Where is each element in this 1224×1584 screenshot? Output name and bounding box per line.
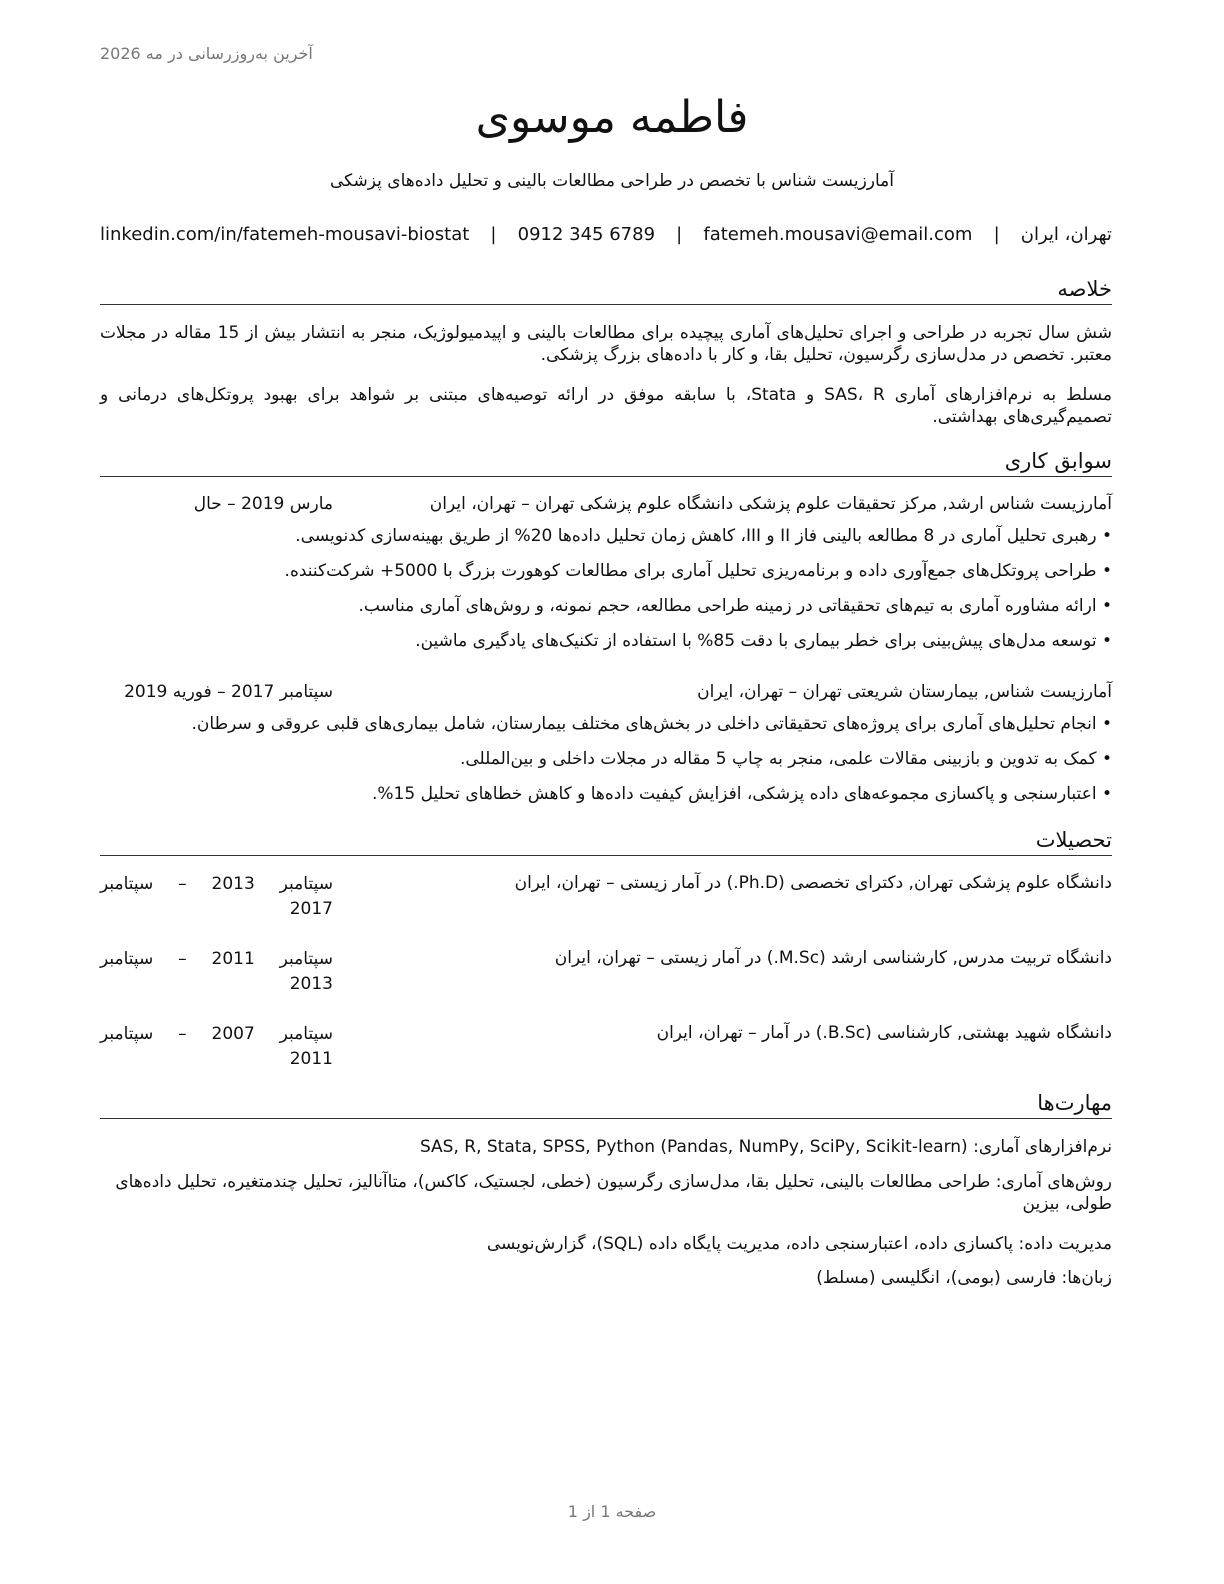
contact-separator: | (490, 224, 497, 245)
job-bullet: • توسعه مدل‌های پیش‌بینی برای خطر بیماری با دقت 85% با استفاده از تکنیک‌های یادگیری ماشین. (415, 631, 1112, 651)
professional-subtitle: آمارزیست شناس با تخصص در طراحی مطالعات بالینی و تحلیل داده‌های پزشکی (329, 171, 895, 191)
contact-separator: | (676, 224, 683, 245)
contact-separator: | (993, 224, 1000, 245)
education-entry-date: سپتامبر – 2007 سپتامبر 2011 (100, 1024, 333, 1069)
summary-paragraph: شش سال تجربه در طراحی و اجرای تحلیل‌های آماری پیچیده برای مطالعات بالینی و اپیدمیولوژیک، منجر به انتشار بیش از 15 مقاله در مجلات معتبر. تخصص در مدل‌سازی رگرسیون، تحلیل بقا، و کار با داده‌های بزرگ پزشکی. (100, 323, 1112, 365)
phone-number[interactable]: 0912 345 6789 (517, 224, 656, 245)
linkedin-link[interactable]: linkedin.com/in/fatemeh-mousavi-biostat (100, 224, 470, 245)
summary-paragraph: مسلط به نرم‌افزارهای آماری SAS، R و Stata، با سابقه موفق در ارائه توصیه‌های مبتنی بر شواهد برای بهبود پروتکل‌های درمانی و تصمیم‌گیری‌های بهداشتی. (100, 385, 1112, 427)
education-entry-date: سپتامبر – 2013 سپتامبر 2017 (100, 874, 333, 919)
contact-line (100, 224, 1112, 245)
job-title: آمارزیست شناس, بیمارستان شریعتی تهران – تهران، ایران (697, 682, 1112, 702)
education-entry-title: دانشگاه علوم پزشکی تهران, دکترای تخصصی (Ph.D.) در آمار زیستی – تهران، ایران (514, 873, 1112, 893)
last-updated-note: آخرین به‌روزرسانی در مه 2026 (100, 44, 313, 63)
skill-line: نرم‌افزارهای آماری: SAS, R, Stata, SPSS, Python (Pandas, NumPy, SciPy, Scikit-learn) (419, 1137, 1112, 1157)
experience-heading: سوابق کاری (100, 448, 1112, 477)
email-link[interactable]: fatemeh.mousavi@email.com (703, 224, 973, 245)
job-bullet: • اعتبارسنجی و پاکسازی مجموعه‌های داده پزشکی، افزایش کیفیت داده‌ها و کاهش خطاهای تحلیل 15%. (371, 784, 1112, 804)
education-heading: تحصیلات (100, 827, 1112, 856)
person-name: فاطمه موسوی (475, 92, 749, 143)
skill-line: روش‌های آماری: طراحی مطالعات بالینی، تحلیل بقا، مدل‌سازی رگرسیون (خطی، لجستیک، کاکس)، متاآنالیز، تحلیل چندمتغیره، تحلیل داده‌های طولی، بیزین (115, 1172, 1112, 1214)
job-bullet: • ارائه مشاوره آماری به تیم‌های تحقیقاتی در زمینه طراحی مطالعه، حجم نمونه، و روش‌های آماری مناسب. (358, 596, 1112, 616)
page-number: صفحه 1 از 1 (567, 1502, 657, 1521)
job-title: آمارزیست شناس ارشد, مرکز تحقیقات علوم پزشکی دانشگاه علوم پزشکی تهران – تهران، ایران (429, 494, 1112, 514)
job-date: مارس 2019 – حال (193, 494, 333, 514)
education-entry-title: دانشگاه تربیت مدرس, کارشناسی ارشد (M.Sc.) در آمار زیستی – تهران، ایران (554, 948, 1112, 968)
skill-line: مدیریت داده: پاکسازی داده، اعتبارسنجی داده، مدیریت پایگاه داده (SQL)، گزارش‌نویسی (486, 1234, 1112, 1254)
job-bullet: • طراحی پروتکل‌های جمع‌آوری داده و برنامه‌ریزی تحلیل آماری برای مطالعات کوهورت بزرگ با 5000+ شرکت‌کننده. (284, 561, 1112, 581)
skill-line: زبان‌ها: فارسی (بومی)، انگلیسی (مسلط) (816, 1268, 1112, 1288)
education-entry-date: سپتامبر – 2011 سپتامبر 2013 (100, 949, 333, 994)
job-bullet: • رهبری تحلیل آماری در 8 مطالعه بالینی فاز II و III، کاهش زمان تحلیل داده‌ها 20% از طریق بهینه‌سازی کدنویسی. (295, 526, 1112, 546)
summary-heading: خلاصه (100, 276, 1112, 305)
job-bullet: • کمک به تدوین و بازبینی مقالات علمی، منجر به چاپ 5 مقاله در مجلات داخلی و بین‌المللی. (459, 749, 1112, 769)
job-date: سپتامبر 2017 – فوریه 2019 (124, 682, 333, 702)
location: تهران، ایران (1020, 224, 1112, 245)
education-entry-title: دانشگاه شهید بهشتی, کارشناسی (B.Sc.) در آمار – تهران، ایران (656, 1023, 1112, 1043)
skills-heading: مهارت‌ها (100, 1090, 1112, 1119)
job-bullet: • انجام تحلیل‌های آماری برای پروژه‌های تحقیقاتی داخلی در بخش‌های مختلف بیمارستان، شامل بیماری‌های قلبی عروقی و سرطان. (191, 714, 1112, 734)
